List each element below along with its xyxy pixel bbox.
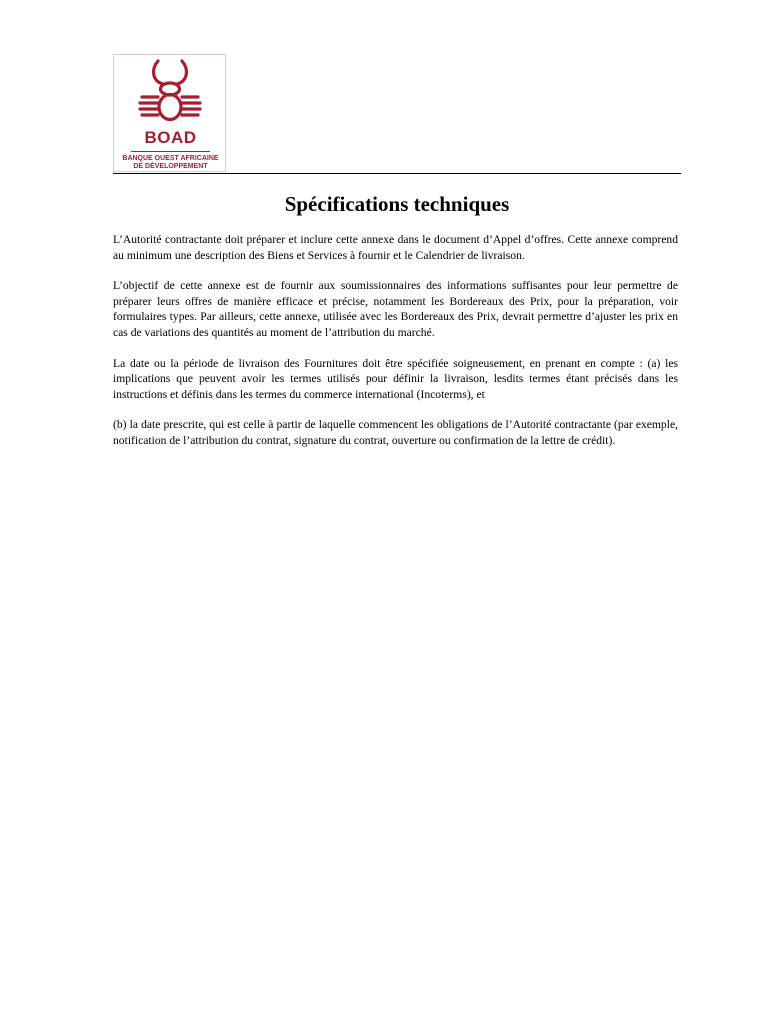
page-title: Spécifications techniques (284, 192, 510, 216)
paragraph-4: (b) la date prescrite, qui est celle à partir de laquelle commencent les obligations de l’Autorité contractante (par exemple, notification de l’attribution du contrat, signature du contrat, ouverture ou confirmation de la lettre de crédit). (113, 418, 678, 447)
document-body (113, 232, 678, 464)
logo-subtitle-line1: BANQUE OUEST AFRICAINE (122, 155, 219, 162)
paragraph-2: L’objectif de cette annexe est de fournir aux soumissionnaires des informations suffisantes pour leur permettre de préparer leurs offres de manière efficace et précise, notamment les Bordereaux des Prix, pour la préparation, voir formulaires types. Par ailleurs, cette annexe, utilisée avec les Bordereaux des Prix, devrait permettre d’ajuster les prix en cas de variations des quantités au moment de l’attribution du marché. (113, 279, 678, 339)
boad-logo (113, 54, 226, 172)
logo-divider (131, 151, 210, 152)
logo-name: BOAD (144, 128, 197, 147)
logo-subtitle-line2: DE DÉVELOPPEMENT (133, 163, 208, 170)
header-divider (113, 173, 681, 174)
paragraph-1: L’Autorité contractante doit préparer et inclure cette annexe dans le document d’Appel d’offres. Cette annexe comprend au minimum une description des Biens et Services à fournir et le Calendrier de livraison. (113, 233, 678, 262)
paragraph-3: La date ou la période de livraison des Fournitures doit être spécifiée soigneusement, en prenant en compte : (a) les implications que peuvent avoir les termes utilisés pour définir la livraison, lesdits termes étant précisés dans les instructions et définis dans les termes du commerce international (Incoterms), et (113, 356, 678, 401)
boad-emblem-icon (138, 57, 202, 129)
